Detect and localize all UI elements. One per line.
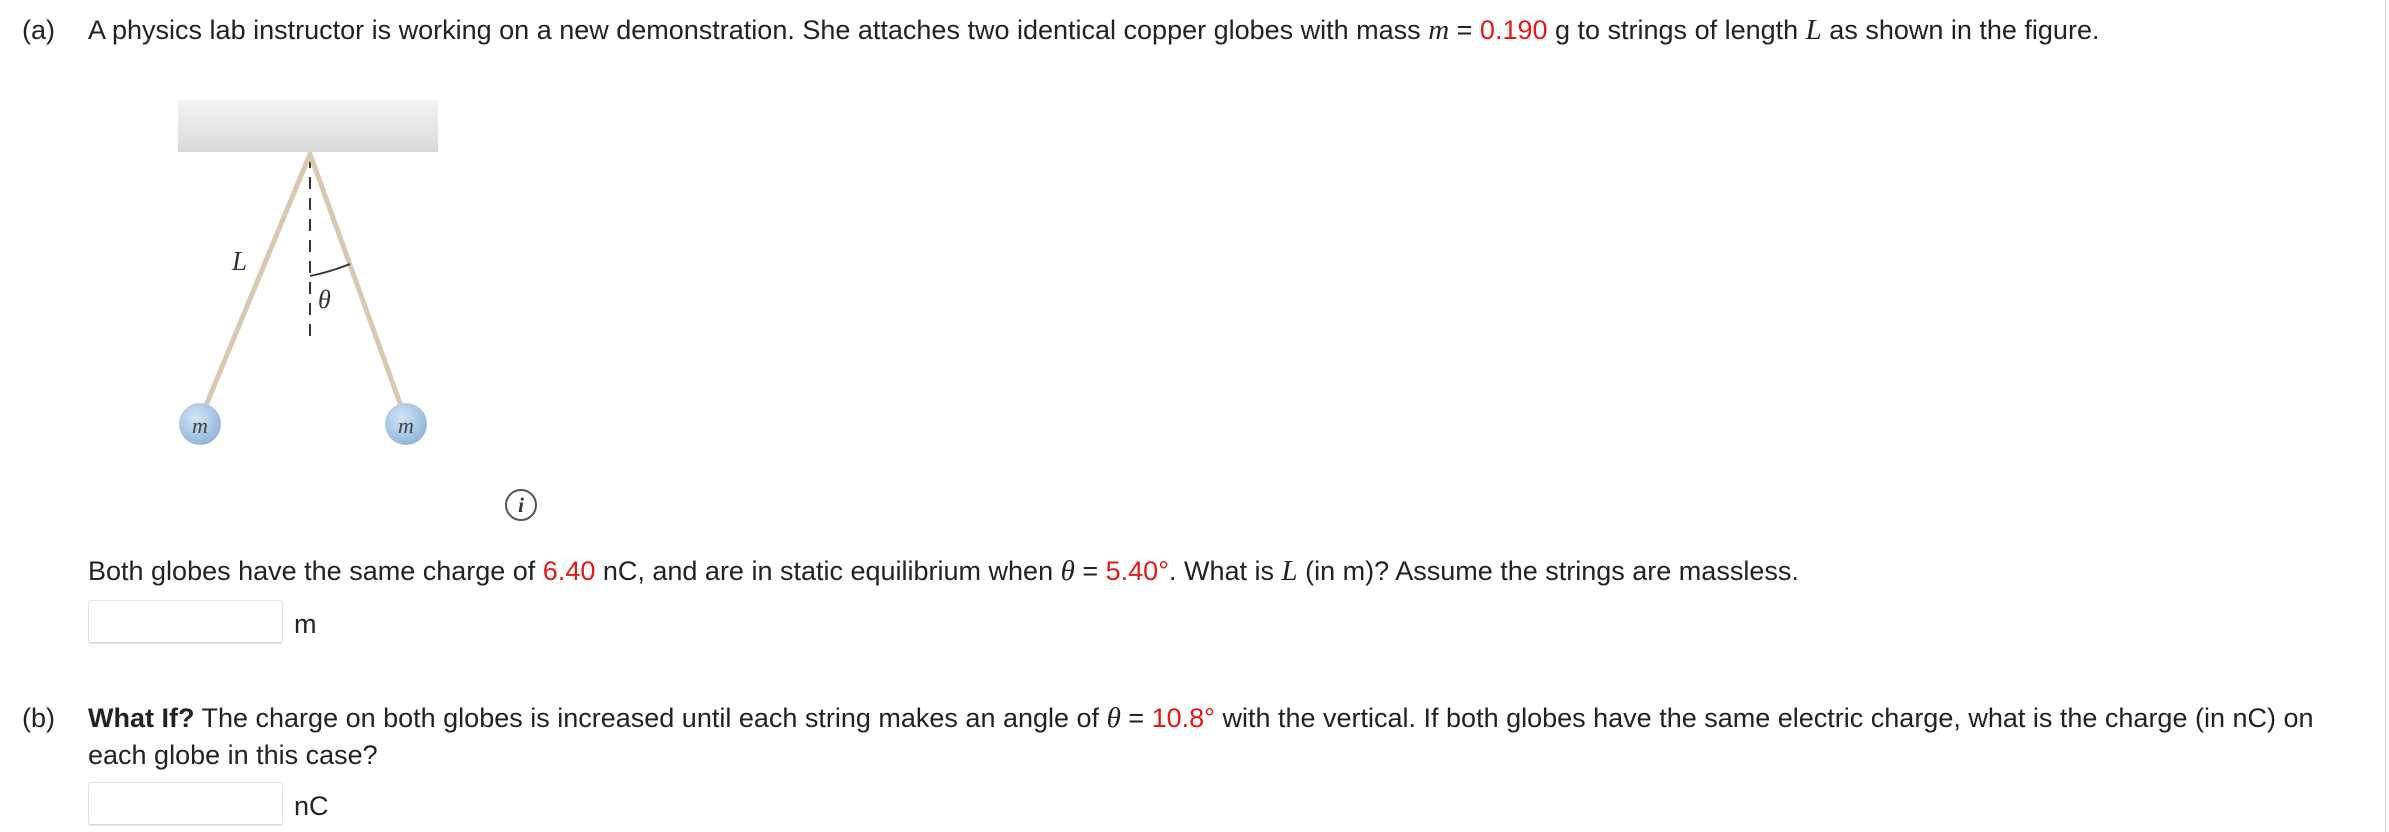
part-b-text-2: with the vertical. If both globes have the same electric charge, what is the charge (in nC) on each globe in this case? <box>88 703 2314 770</box>
question-text-2: nC, and are in static equilibrium when <box>595 556 1061 586</box>
question-text-1: Both globes have the same charge of <box>88 556 543 586</box>
intro-text-2: g to strings of length <box>1547 15 1806 45</box>
label-L: L <box>232 246 248 276</box>
charge-value: 6.40 <box>542 556 596 586</box>
info-icon[interactable]: i <box>505 489 537 521</box>
label-m-right: m <box>398 413 414 438</box>
part-a-label: (a) <box>22 15 55 45</box>
var-theta: θ <box>1060 555 1075 587</box>
pendulum-figure <box>170 100 450 460</box>
part-b-label: (b) <box>22 703 55 733</box>
question-text-4: (in m)? Assume the strings are massless. <box>1297 556 1799 586</box>
left-string <box>200 154 310 420</box>
question-text-3: . What is <box>1169 556 1282 586</box>
intro-text-1: A physics lab instructor is working on a new demonstration. She attaches two identical copper globes with mass <box>88 15 1429 45</box>
answer-input-a[interactable] <box>88 600 283 644</box>
theta-arc <box>310 264 350 276</box>
part-b-text-1: The charge on both globes is increased until each string makes an angle of <box>194 703 1107 733</box>
what-if-label: What If? <box>88 703 195 733</box>
part-a-question <box>88 553 1799 590</box>
intro-eq: = <box>1449 15 1480 45</box>
part-b-eq: = <box>1120 703 1152 733</box>
part-b-question <box>88 700 2338 774</box>
label-m-left: m <box>192 413 208 438</box>
question-eq: = <box>1074 556 1106 586</box>
unit-a: m <box>294 609 317 639</box>
answer-input-b[interactable] <box>88 782 283 826</box>
angle-value-b: 10.8° <box>1151 703 1215 733</box>
var-m: m <box>1428 14 1450 46</box>
label-theta: θ <box>318 285 331 314</box>
mass-value: 0.190 <box>1479 15 1548 45</box>
angle-value-a: 5.40° <box>1105 556 1169 586</box>
intro-text-3: as shown in the figure. <box>1821 15 2100 45</box>
unit-b: nC <box>294 791 329 821</box>
var-L: L <box>1805 14 1822 46</box>
var-theta-b: θ <box>1106 702 1121 734</box>
page-right-border <box>2385 0 2386 832</box>
part-a-intro <box>88 12 2099 49</box>
ceiling-support <box>178 100 438 152</box>
var-L-question: L <box>1281 555 1298 587</box>
